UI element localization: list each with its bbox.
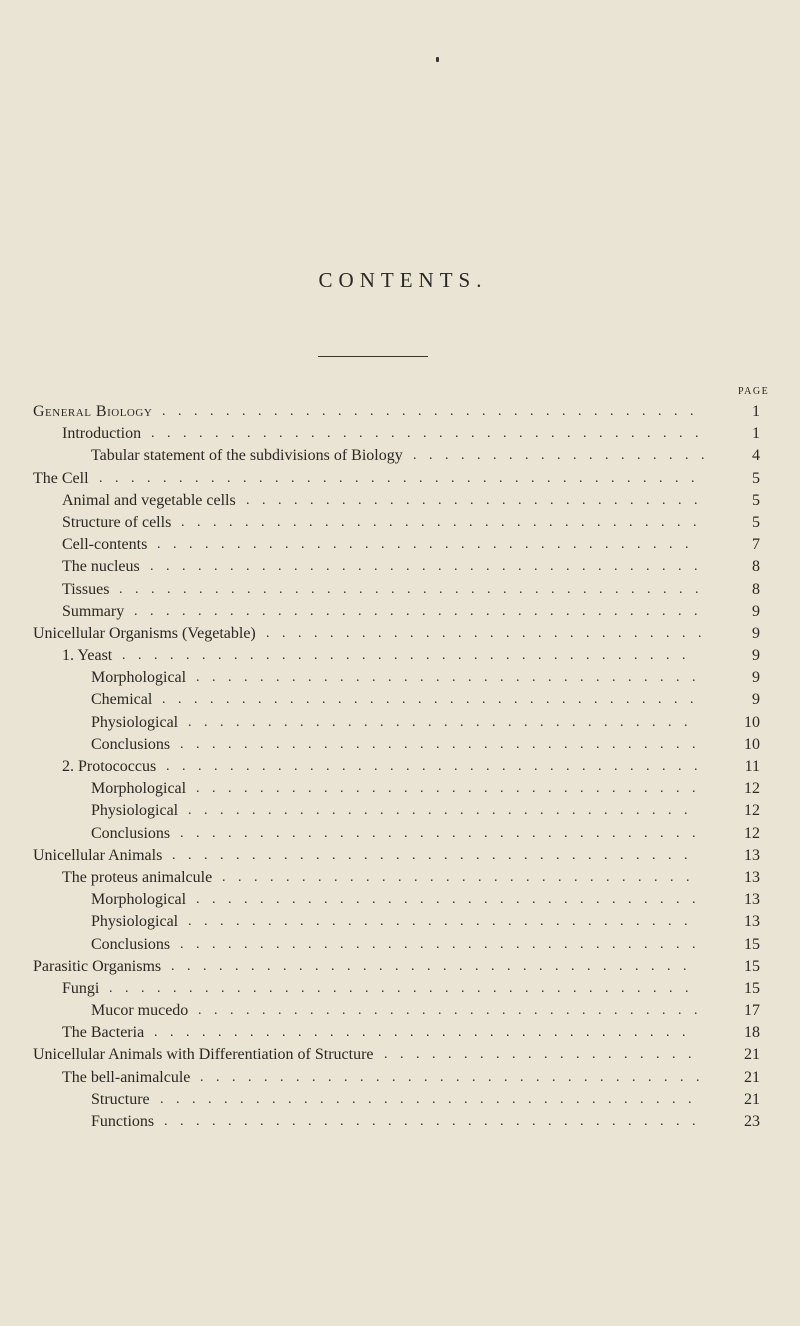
toc-entry-page: 12: [744, 824, 760, 842]
toc-entry-label: The nucleus: [62, 558, 140, 576]
toc-entry: [0, 534, 800, 556]
toc-entry-page: 10: [744, 735, 760, 753]
toc-entry-label: Physiological: [91, 913, 179, 931]
toc-entry: [0, 756, 800, 778]
toc-entry: [0, 823, 800, 845]
page-column-heading: PAGE: [738, 386, 770, 397]
dot-leader: ....................: [384, 1047, 704, 1063]
dot-leader: ................................: [200, 1069, 712, 1085]
toc-entry-label: Physiological: [91, 802, 179, 820]
dot-leader: .....................................: [109, 980, 701, 996]
toc-entry-label: Cell-contents: [62, 536, 148, 554]
toc-entry: [0, 667, 800, 689]
toc-entry-page: 5: [752, 513, 760, 531]
toc-entry: [0, 645, 800, 667]
toc-entry: [0, 956, 800, 978]
toc-entry-page: 9: [752, 669, 760, 687]
toc-entry-page: 13: [744, 846, 760, 864]
toc-entry-label: Morphological: [91, 669, 187, 687]
toc-entry-label: The proteus animalcule: [62, 868, 213, 886]
toc-entry: [0, 623, 800, 645]
dot-leader: ................................: [188, 714, 700, 730]
toc-entry: [0, 867, 800, 889]
dot-leader: ....................................: [122, 648, 698, 664]
toc-entry: [0, 512, 800, 534]
toc-entry-label: Conclusions: [91, 935, 171, 953]
dot-leader: .................................: [180, 825, 708, 841]
toc-entry-label: Morphological: [91, 780, 187, 798]
dot-leader: ................................: [196, 670, 708, 686]
toc-entry-label: Structure: [91, 1090, 150, 1108]
contents-list: [0, 401, 800, 1133]
dot-leader: .................................: [180, 936, 708, 952]
toc-entry-label: General Biology: [33, 403, 153, 420]
toc-entry-page: 9: [752, 691, 760, 709]
dot-leader: ..................................: [166, 759, 710, 774]
toc-entry-page: 1: [752, 403, 760, 420]
toc-entry-page: 1: [752, 425, 760, 443]
toc-entry-page: 18: [744, 1024, 760, 1042]
toc-entry-page: 10: [744, 713, 760, 731]
toc-entry-label: 1. Yeast: [62, 647, 113, 665]
toc-entry: [0, 601, 800, 623]
toc-entry-label: The Cell: [33, 469, 89, 487]
toc-entry-page: 21: [744, 1068, 760, 1086]
toc-entry-label: Mucor mucedo: [91, 1002, 189, 1020]
toc-entry-label: 2. Protococcus: [62, 758, 157, 775]
toc-entry: [0, 445, 800, 467]
toc-entry-label: Physiological: [91, 713, 179, 731]
toc-entry: [0, 778, 800, 800]
page-title: CONTENTS.: [318, 268, 488, 292]
toc-entry-label: Chemical: [91, 691, 153, 709]
toc-entry: [0, 1089, 800, 1111]
toc-entry-page: 5: [752, 491, 760, 509]
toc-entry-page: 23: [744, 1113, 760, 1130]
toc-entry-label: Morphological: [91, 891, 187, 909]
toc-entry-page: 4: [752, 447, 760, 465]
dot-leader: .....................................: [119, 581, 711, 597]
dot-leader: ..................................: [154, 1025, 698, 1041]
toc-entry-page: 21: [744, 1046, 760, 1064]
dot-leader: .................................: [172, 847, 700, 863]
toc-entry: [0, 1111, 800, 1133]
toc-entry-label: Unicellular Animals: [33, 846, 163, 864]
toc-entry-label: Conclusions: [91, 735, 171, 753]
toc-entry-label: Unicellular Organisms (Vegetable): [33, 624, 256, 642]
toc-entry-page: 7: [752, 536, 760, 554]
dot-leader: ................................: [188, 914, 700, 930]
toc-entry-label: Functions: [91, 1113, 155, 1130]
dot-leader: ................................: [196, 781, 708, 797]
dot-leader: ..................................: [162, 692, 706, 708]
toc-entry: [0, 556, 800, 578]
toc-entry-page: 11: [744, 758, 760, 775]
toc-entry: [0, 401, 800, 423]
toc-entry: [0, 712, 800, 734]
toc-entry: [0, 889, 800, 911]
dot-leader: ..................................: [162, 404, 706, 419]
toc-entry-label: Summary: [62, 602, 125, 620]
toc-entry: [0, 1000, 800, 1022]
dot-leader: ....................................: [134, 603, 710, 619]
toc-entry-page: 15: [744, 957, 760, 975]
toc-entry-label: Structure of cells: [62, 513, 172, 531]
toc-entry: [0, 934, 800, 956]
toc-entry: [0, 1044, 800, 1066]
toc-entry-label: Tabular statement of the subdivisions of Biology: [91, 447, 403, 465]
toc-entry-label: Conclusions: [91, 824, 171, 842]
dot-leader: .................................: [181, 514, 709, 530]
dot-leader: ......................................: [99, 470, 707, 486]
dot-leader: ................................: [198, 1003, 710, 1019]
toc-entry: [0, 689, 800, 711]
toc-entry: [0, 734, 800, 756]
toc-entry-page: 17: [744, 1002, 760, 1020]
toc-entry: [0, 579, 800, 601]
toc-entry-page: 15: [744, 935, 760, 953]
dot-leader: ...................................: [151, 426, 711, 442]
toc-entry: [0, 1067, 800, 1089]
toc-entry-page: 9: [752, 647, 760, 665]
dot-leader: ................................: [188, 803, 700, 819]
toc-entry-page: 12: [744, 780, 760, 798]
toc-entry-label: The bell-animalcule: [62, 1068, 191, 1086]
toc-entry: [0, 423, 800, 445]
toc-entry-label: Tissues: [62, 580, 110, 598]
toc-entry-page: 5: [752, 469, 760, 487]
toc-entry-page: 13: [744, 891, 760, 909]
toc-entry-page: 9: [752, 624, 760, 642]
toc-entry: [0, 468, 800, 490]
toc-entry: [0, 845, 800, 867]
toc-entry-page: 9: [752, 602, 760, 620]
toc-entry-page: 15: [744, 979, 760, 997]
toc-entry: [0, 800, 800, 822]
toc-entry-label: Parasitic Organisms: [33, 957, 162, 975]
dot-leader: ................................: [196, 892, 708, 908]
dot-leader: .............................: [246, 492, 710, 508]
dot-leader: ..................................: [157, 537, 701, 553]
dot-leader: ..................................: [160, 1091, 704, 1107]
page-speck: [436, 57, 439, 62]
dot-leader: ............................: [266, 625, 714, 641]
toc-entry: [0, 978, 800, 1000]
dot-leader: ...................................: [150, 559, 710, 575]
toc-entry-page: 21: [744, 1090, 760, 1108]
toc-entry-page: 8: [752, 580, 760, 598]
title-rule: [318, 356, 428, 357]
toc-entry-label: Animal and vegetable cells: [62, 491, 236, 509]
dot-leader: .................................: [180, 736, 708, 752]
toc-entry: [0, 911, 800, 933]
toc-entry-label: The Bacteria: [62, 1024, 145, 1042]
toc-entry-page: 12: [744, 802, 760, 820]
toc-entry-page: 13: [744, 913, 760, 931]
dot-leader: ..................................: [164, 1114, 708, 1129]
toc-entry: [0, 490, 800, 512]
toc-entry-label: Fungi: [62, 979, 100, 997]
toc-entry-label: Unicellular Animals with Differentiation of Structure: [33, 1046, 374, 1064]
toc-entry-page: 8: [752, 558, 760, 576]
dot-leader: ..............................: [222, 869, 702, 885]
toc-entry-page: 13: [744, 868, 760, 886]
dot-leader: ...................: [413, 448, 717, 464]
dot-leader: .................................: [171, 958, 699, 974]
toc-entry-label: Introduction: [62, 425, 142, 443]
toc-entry: [0, 1022, 800, 1044]
